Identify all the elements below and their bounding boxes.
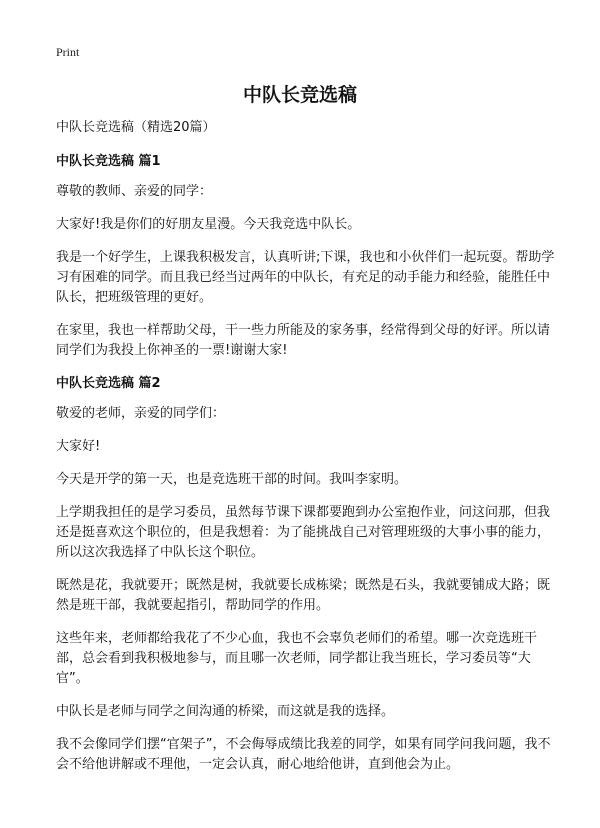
paragraph: 敬爱的老师，亲爱的同学们： (56, 406, 226, 421)
paragraph: 既然是花，我就要开；既然是树，我就要长成栋梁；既然是石头，我就要铺成大路；既然是班干部，我就要起指引，帮助同学的作用。 (56, 578, 551, 613)
page-title: 中队长竞选稿 (242, 84, 357, 106)
paragraph: 中队长是老师与同学之间沟通的桥梁，而这就是我的选择。 (56, 704, 395, 719)
section-heading-1: 中队长竞选稿 篇1 (56, 154, 161, 169)
paragraph: 在家里，我也一样帮助父母，干一些力所能及的家务事，经常得到父母的好评。所以请同学们为我投上你神圣的一票!谢谢大家! (56, 323, 551, 358)
document-body (56, 118, 556, 788)
document-subtitle: 中队长竞选稿（精选20篇） (56, 120, 216, 135)
paragraph: 我是一个好学生，上课我积极发言，认真听讲;下课，我也和小伙伴们一起玩耍。帮助学习有困难的同学。而且我已经当过两年的中队长，有充足的动手能力和经验，能胜任中队长，把班级管理的更好。 (56, 250, 555, 305)
paragraph: 大家好! (56, 439, 101, 454)
print-link[interactable]: Print (56, 45, 80, 59)
paragraph: 大家好!我是你们的好朋友星漫。今天我竞选中队长。 (56, 217, 361, 232)
paragraph: 这些年来，老师都给我花了不少心血，我也不会辜负老师们的希望。哪一次竞选班干部，总会看到我积极地参与，而且哪一次老师，同学都让我当班长，学习委员等“大官”。 (56, 631, 538, 686)
paragraph: 上学期我担任的是学习委员，虽然每节课下课都要跑到办公室抱作业，问这问那，但我还是挺喜欢这个职位的，但是我想着：为了能挑战自己对管理班级的大事小事的能力，所以这次我选择了中队长这个职位。 (56, 505, 551, 560)
section-heading-2: 中队长竞选稿 篇2 (56, 376, 161, 391)
paragraph: 尊敬的教师、亲爱的同学： (56, 184, 213, 199)
paragraph: 我不会像同学们摆“官架子”，不会侮辱成绩比我差的同学，如果有同学问我问题，我不会不给他讲解或不理他，一定会认真，耐心地给他讲，直到他会为止。 (56, 737, 551, 772)
paragraph: 今天是开学的第一天，也是竞选班干部的时间。我叫李家明。 (56, 472, 408, 487)
